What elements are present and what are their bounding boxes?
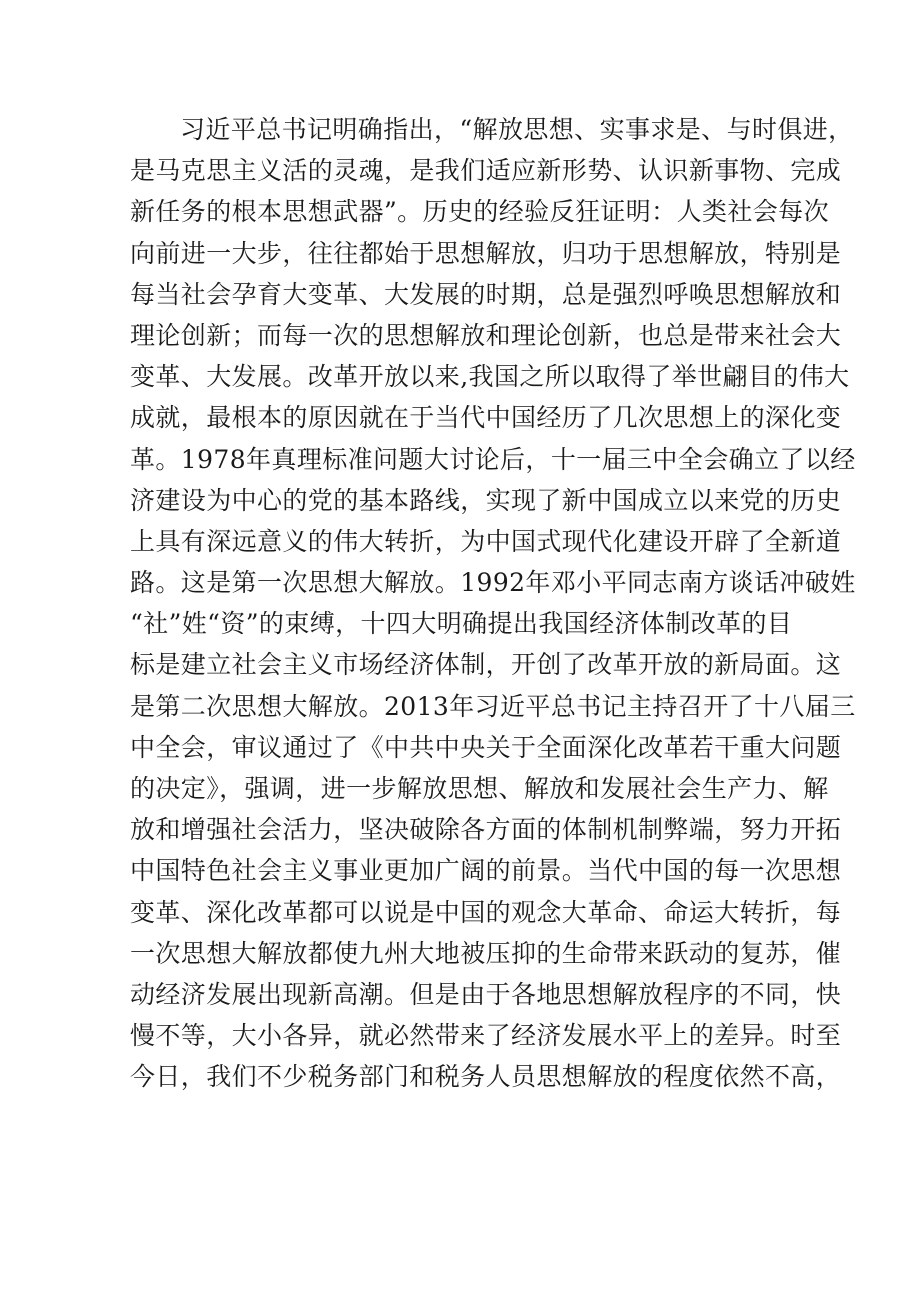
text-line: 上具有深远意义的伟大转折，为中国式现代化建设开辟了全新道: [130, 526, 842, 556]
text-line: “社”姓“资”的束缚，十四大明确提出我国经济体制改革的目: [130, 609, 793, 639]
text-line: 变革、大发展。改革开放以来,我国之所以取得了举世翩目的伟大: [130, 362, 850, 392]
text-line: 新任务的根本思想武器”。历史的经验反狂证明：人类社会每次: [130, 197, 829, 227]
text-line: 每当社会孕育大变革、大发展的时期，总是强烈呼唤思想解放和: [130, 279, 842, 309]
body-paragraph: [130, 109, 856, 1098]
text-line: 放和增强社会活力，坚决破除各方面的体制机制弊端，努力开拓: [130, 815, 842, 845]
text-line: 的决定》，强调，进一步解放思想、解放和发展社会生产力、解: [130, 774, 829, 803]
text-line: 中国特色社会主义事业更加广阔的前景。当代中国的每一次思想: [130, 856, 842, 886]
text-line: 今日，我们不少税务部门和税务人员思想解放的程度依然不高，: [130, 1062, 842, 1092]
text-line: 标是建立社会主义市场经济体制，开创了改革开放的新局面。这: [130, 650, 842, 680]
text-line: 是马克思主义活的灵魂，是我们适应新形势、认识新事物、完成: [130, 156, 842, 186]
text-line: 向前进一大步，往往都始于思想解放，归功于思想解放，特别是: [130, 238, 842, 268]
text-line: 习近平总书记明确指出，“解放思想、实事求是、与时俱进，: [180, 115, 854, 144]
text-line: 慢不等，大小各异，就必然带来了经济发展水平上的差异。时至: [130, 1021, 842, 1051]
text-line: 一次思想大解放都使九州大地被压抑的生命带来跃动的复苏，催: [130, 938, 842, 968]
text-line: 动经济发展出现新高潮。但是由于各地思想解放程序的不同，快: [130, 979, 842, 1009]
text-line: 变革、深化改革都可以说是中国的观念大革命、命运大转折，每: [130, 897, 842, 927]
text-line: 是第二次思想大解放。2013年习近平总书记主持召开了十八届三: [130, 691, 856, 721]
text-line: 中全会，审议通过了《中共中央关于全面深化改革若干重大问题: [130, 732, 842, 762]
text-line: 成就，最根本的原因就在于当代中国经历了几次思想上的深化变: [130, 403, 842, 433]
text-line: 革。1978年真理标准问题大讨论后，十一届三中全会确立了以经: [130, 444, 856, 474]
text-line: 路。这是第一次思想大解放。1992年邓小平同志南方谈话冲破姓: [130, 568, 856, 598]
text-line: 济建设为中心的党的基本路线，实现了新中国成立以来党的历史: [130, 485, 842, 515]
text-line: 理论创新；而每一次的思想解放和理论创新，也总是带来社会大: [130, 320, 842, 350]
